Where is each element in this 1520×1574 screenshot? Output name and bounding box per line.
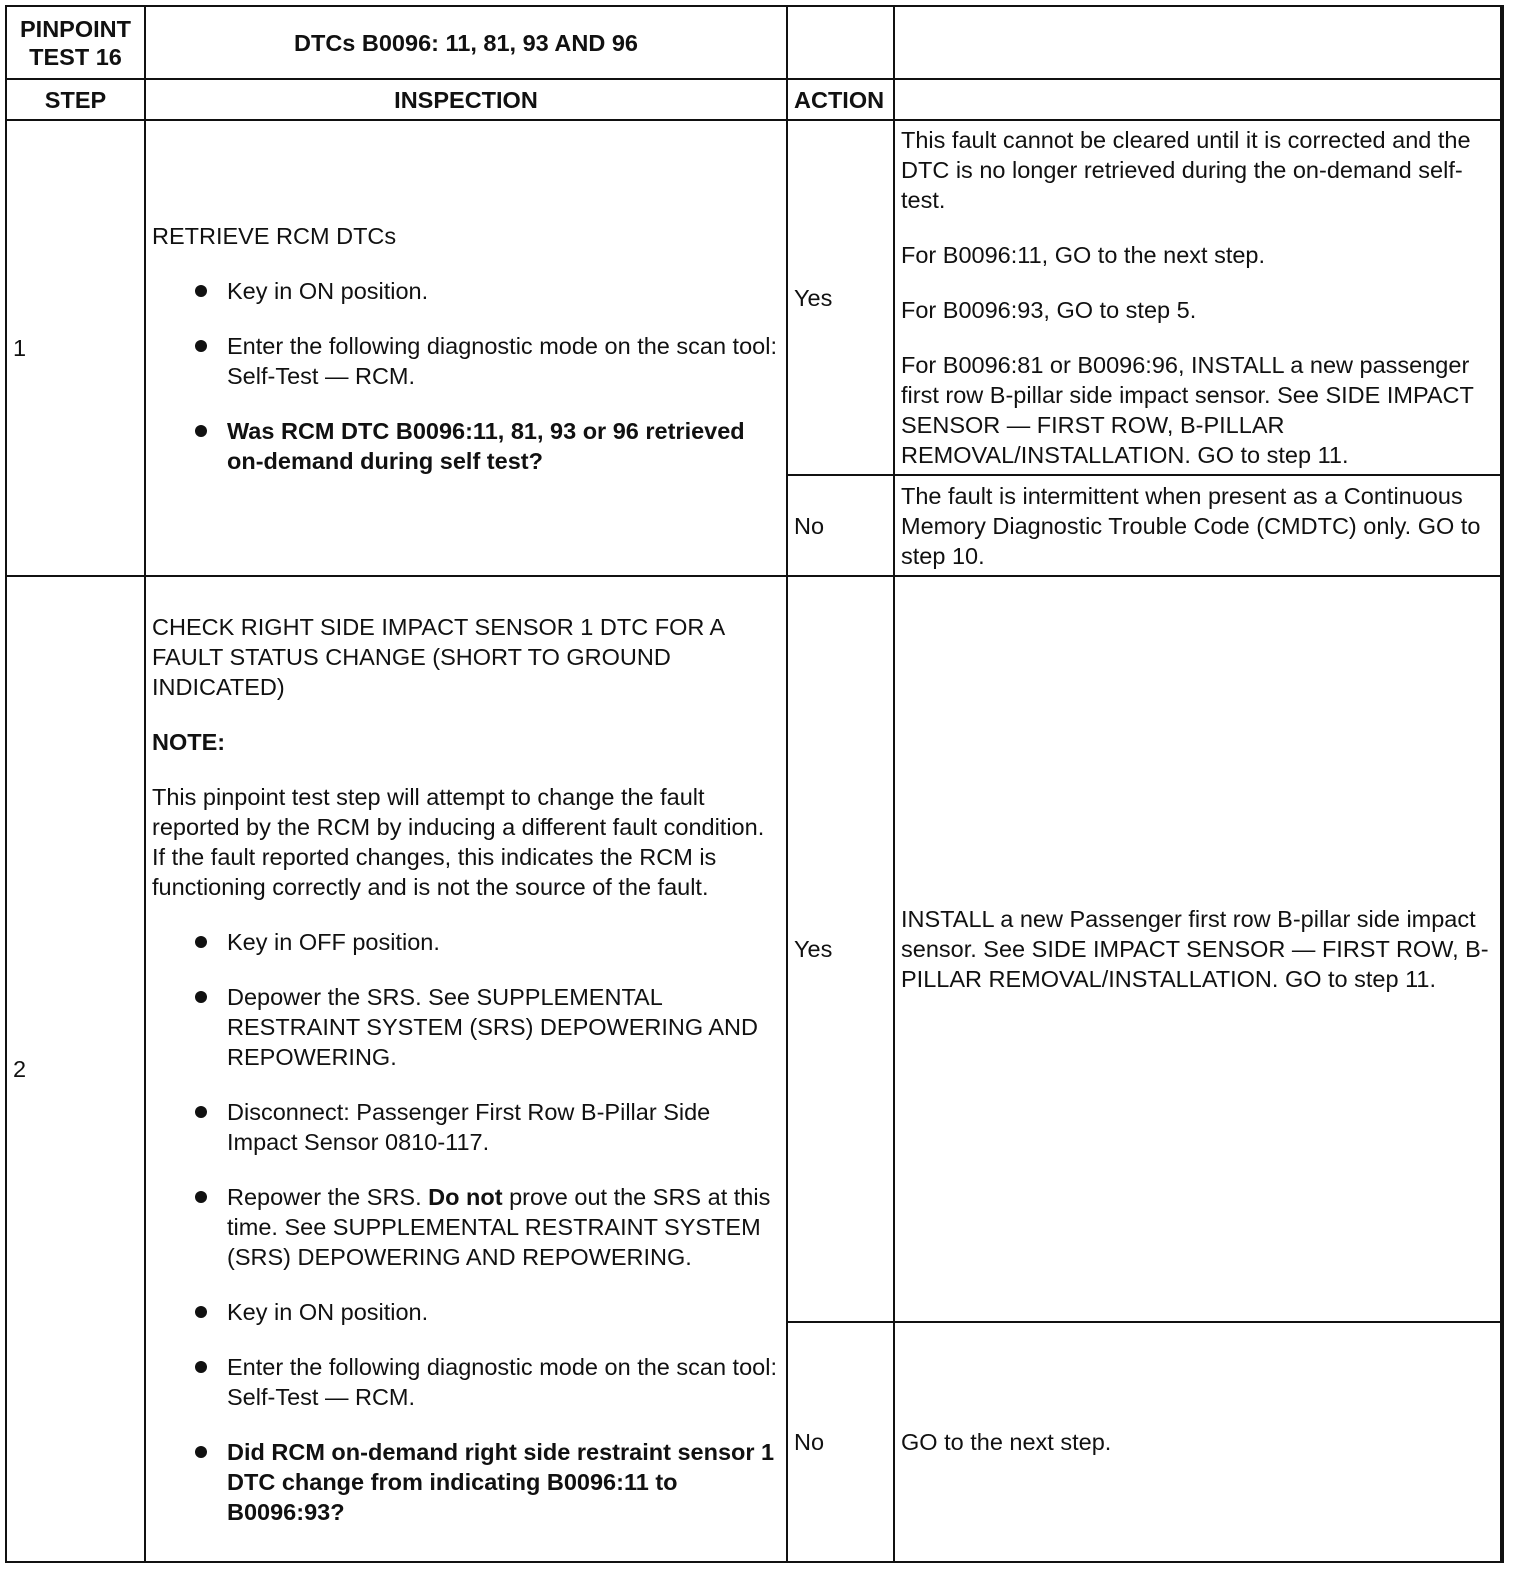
step-2-inspection: [145, 576, 787, 1562]
step-1-inspection: [145, 120, 787, 576]
step-1-bullet-list: [152, 276, 780, 476]
bullet-item: Enter the following diagnostic mode on the scan tool: Self-Test — RCM.: [227, 331, 780, 391]
yes-label: Yes: [787, 120, 894, 475]
pinpoint-test-label: [6, 6, 145, 79]
step-2-bullet-list: [152, 927, 780, 1527]
pinpoint-line-2: TEST 16: [29, 43, 122, 70]
bullet-item: Key in ON position.: [227, 1297, 780, 1327]
bullet-item: Depower the SRS. See SUPPLEMENTAL RESTRAINT SYSTEM (SRS) DEPOWERING AND REPOWERING.: [227, 982, 780, 1072]
step-1-yes-action: [894, 120, 1503, 475]
action-paragraph: For B0096:81 or B0096:96, INSTALL a new passenger first row B-pillar side impact sensor. See SIDE IMPACT SENSOR — FIRST ROW, B-PILLAR REMOVAL/INSTALLATION. GO to step 11.: [901, 352, 1474, 469]
column-header-row: [6, 79, 1503, 120]
step-2-no-action: GO to the next step.: [894, 1322, 1503, 1562]
repower-suffix: prove out the SRS at this time. See SUPPLEMENTAL RESTRAINT SYSTEM (SRS) DEPOWERING AND REPOWERING.: [227, 1183, 771, 1270]
step-number: 1: [6, 120, 145, 576]
col-header-action: ACTION: [787, 79, 894, 120]
repower-emphasis: Do not: [428, 1183, 503, 1210]
bullet-item: Enter the following diagnostic mode on the scan tool: Self-Test — RCM.: [227, 1352, 780, 1412]
action-paragraph: For B0096:11, GO to the next step.: [901, 242, 1266, 269]
step-2-yes-row: [6, 576, 1503, 1321]
repower-prefix: Repower the SRS.: [227, 1183, 429, 1210]
no-label: No: [787, 475, 894, 576]
bullet-item: Key in ON position.: [227, 276, 780, 306]
test-title: DTCs B0096: 11, 81, 93 AND 96: [145, 6, 787, 79]
step-question: Did RCM on-demand right side restraint sensor 1 DTC change from indicating B0096:11 to B0096:93?: [227, 1437, 780, 1527]
step-1-yes-row: [6, 120, 1503, 475]
step-heading: RETRIEVE RCM DTCs: [152, 222, 397, 249]
note-label: NOTE:: [152, 728, 226, 755]
action-paragraph: This fault cannot be cleared until it is corrected and the DTC is no longer retrieved during the on-demand self-test.: [901, 127, 1471, 214]
table-right-border: [1500, 5, 1503, 1563]
title-empty-cell: [787, 6, 894, 79]
bullet-item: Key in OFF position.: [227, 927, 780, 957]
bullet-item: Disconnect: Passenger First Row B-Pillar Side Impact Sensor 0810-117.: [227, 1097, 780, 1157]
col-header-inspection: INSPECTION: [145, 79, 787, 120]
yes-label: Yes: [787, 576, 894, 1321]
no-label: No: [787, 1322, 894, 1562]
step-number: 2: [6, 576, 145, 1562]
note-text: This pinpoint test step will attempt to change the fault reported by the RCM by inducing a different fault condition. If the fault reported changes, this indicates the RCM is functioning correctly and is not the source of the fault.: [152, 783, 765, 900]
col-header-empty: [894, 79, 1503, 120]
action-paragraph: For B0096:93, GO to step 5.: [901, 297, 1197, 324]
step-question: Was RCM DTC B0096:11, 81, 93 or 96 retrieved on-demand during self test?: [227, 416, 780, 476]
bullet-item-repower: [227, 1182, 780, 1272]
step-heading: CHECK RIGHT SIDE IMPACT SENSOR 1 DTC FOR A FAULT STATUS CHANGE (SHORT TO GROUND INDICATED): [152, 613, 724, 700]
pinpoint-test-table: [5, 5, 1504, 1563]
step-2-yes-action: INSTALL a new Passenger first row B-pillar side impact sensor. See SIDE IMPACT SENSOR — FIRST ROW, B-PILLAR REMOVAL/INSTALLATION. GO to step 11.: [894, 576, 1503, 1321]
step-1-no-action: The fault is intermittent when present as a Continuous Memory Diagnostic Trouble Code (CMDTC) only. GO to step 10.: [894, 475, 1503, 576]
col-header-step: STEP: [6, 79, 145, 120]
title-row: [6, 6, 1503, 79]
title-empty-cell-2: [894, 6, 1503, 79]
pinpoint-line-1: PINPOINT: [20, 15, 131, 42]
